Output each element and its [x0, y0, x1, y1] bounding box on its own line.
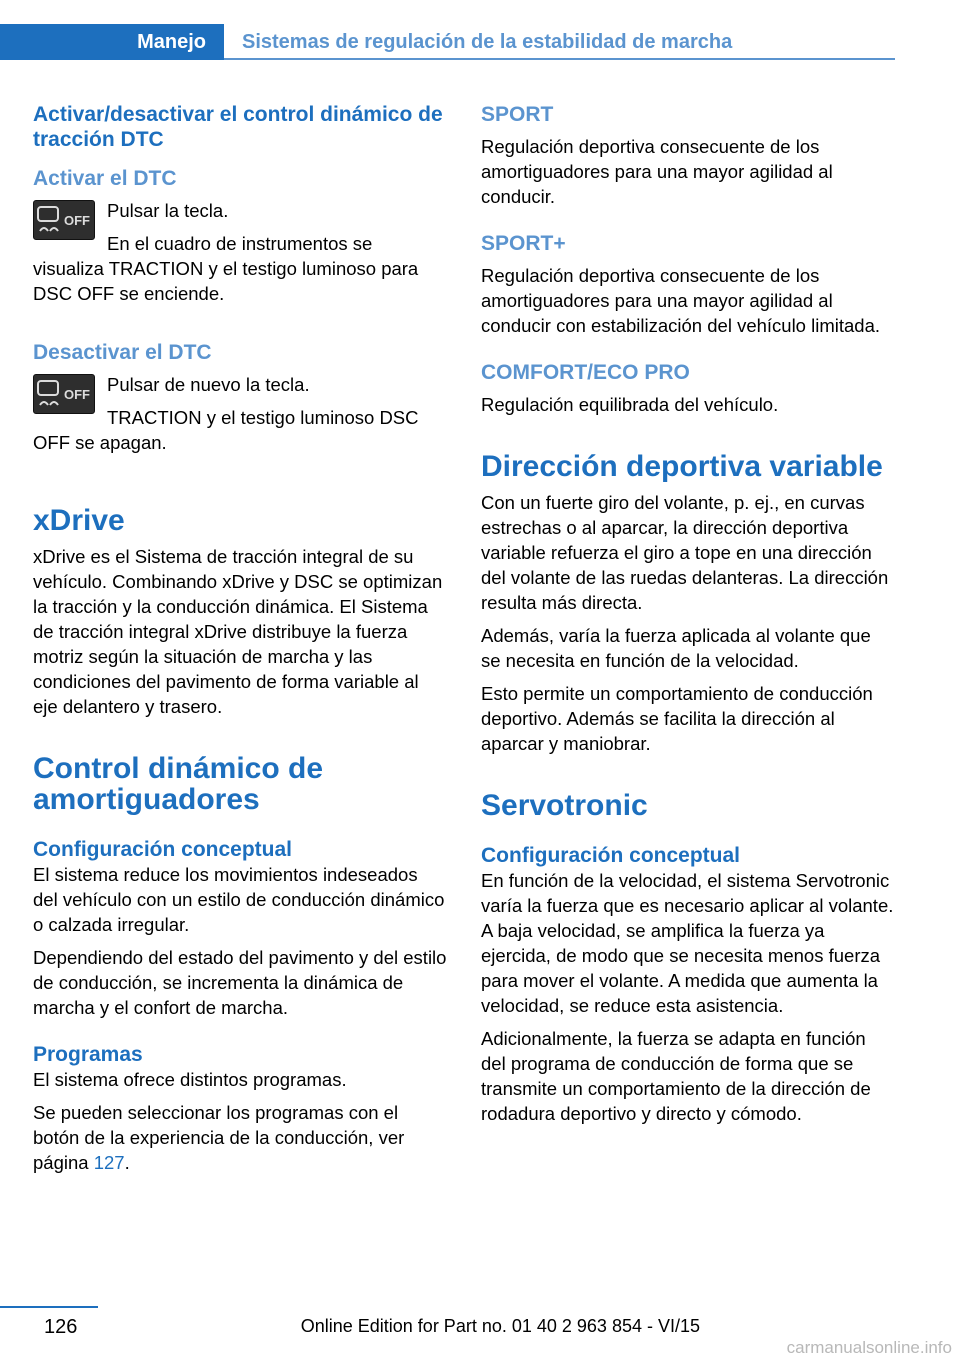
- programs-paragraph-2: [33, 1100, 447, 1175]
- programs-text: Se pueden seleccionar los programas con el botón de la experiencia de la conducción, ver página: [33, 1102, 405, 1173]
- page-header: [0, 24, 895, 60]
- footer-divider: [0, 1306, 98, 1308]
- deactivate-dtc-block: [33, 372, 447, 455]
- edition-text: Online Edition for Part no. 01 40 2 963 854 - VI/15: [300, 1316, 700, 1336]
- dtc-button-icon: [33, 200, 95, 240]
- sportplus-heading: SPORT+: [481, 232, 566, 255]
- header-divider: [224, 58, 895, 60]
- deactivate-step-1: Pulsar de nuevo la tecla.: [107, 374, 310, 395]
- xdrive-heading: xDrive: [33, 504, 125, 537]
- steering-paragraph-1: Con un fuerte giro del volante, p. ej., en curvas estrechas o al aparcar, la dirección deportiva variable refuerza el giro a tope en una dirección del volante de las ruedas delanteras. La dirección resulta más directa.: [481, 492, 889, 613]
- servotronic-paragraph-2: Adicionalmente, la fuerza se adapta en función del programa de conducción de forma que se transmite un comportamiento de la dirección de rodadura deportivo y directo y cómodo.: [481, 1028, 871, 1124]
- activate-dtc-heading: Activar el DTC: [33, 167, 177, 190]
- deactivate-dtc-heading: Desactivar el DTC: [33, 341, 212, 364]
- sport-heading: SPORT: [481, 103, 554, 126]
- watermark: carmanualsonline.info: [786, 1338, 952, 1357]
- steering-paragraph-2: Además, varía la fuerza aplicada al volante que se necesita en función de la velocidad.: [481, 625, 871, 671]
- off-label: OFF: [64, 213, 90, 228]
- damper-heading: Control dinámico de amortiguadores: [33, 752, 324, 816]
- off-label: OFF: [64, 387, 90, 402]
- concept-heading: Configuración conceptual: [33, 838, 293, 861]
- concept-paragraph-2: Dependiendo del estado del pavimento y del estilo de conducción, se incrementa la dinámica de marcha y el confort de marcha.: [33, 947, 447, 1018]
- dtc-heading: Activar/desactivar el control dinámico de tracción DTC: [33, 103, 443, 151]
- section-title[interactable]: Sistemas de regulación de la estabilidad de marcha: [242, 30, 733, 53]
- steering-heading: Dirección deportiva variable: [481, 450, 883, 483]
- comfort-paragraph: Regulación equilibrada del vehículo.: [481, 394, 779, 415]
- sport-paragraph: Regulación deportiva consecuente de los amortiguadores para una mayor agilidad al conducir.: [481, 136, 833, 207]
- comfort-heading: COMFORT/ECO PRO: [481, 361, 690, 384]
- programs-end: .: [124, 1152, 130, 1173]
- page-link[interactable]: 127: [93, 1152, 125, 1173]
- deactivate-step-2: TRACTION y el testigo luminoso DSC OFF se apagan.: [33, 407, 419, 453]
- xdrive-paragraph: xDrive es el Sistema de tracción integral de su vehículo. Combinando xDrive y DSC se optimizan la tracción y la conducción dinámica. El Sistema de tracción integral xDrive distribuye la fuerza motriz según la situación de marcha y las condiciones del pavimento de forma variable al eje delantero y trasero.: [33, 546, 443, 717]
- sportplus-paragraph: Regulación deportiva consecuente de los amortiguadores para una mayor agilidad al conducir con estabilización del vehículo limitada.: [481, 265, 880, 336]
- page-number: 126: [44, 1316, 78, 1338]
- chapter-tab[interactable]: Manejo: [0, 24, 224, 60]
- programs-paragraph-1: El sistema ofrece distintos programas.: [33, 1069, 347, 1090]
- servotronic-heading: Servotronic: [481, 789, 648, 822]
- programs-heading: Programas: [33, 1043, 143, 1066]
- activate-dtc-block: [33, 198, 447, 306]
- servotronic-concept-heading: Configuración conceptual: [481, 844, 741, 867]
- servotronic-paragraph-1: En función de la velocidad, el sistema Servotronic varía la fuerza que es necesario aplicar al volante. A baja velocidad, se amplifica la fuerza ya ejercida, de modo que se necesita menos fuerza para mover el volante. A medida que aumenta la velocidad, se reduce esta asistencia.: [481, 870, 894, 1016]
- concept-paragraph-1: El sistema reduce los movimientos indeseados del vehículo con un estilo de conducción dinámico o calzada irregular.: [33, 864, 445, 935]
- activate-step-1: Pulsar la tecla.: [107, 200, 229, 221]
- activate-step-2: En el cuadro de instrumentos se visualiza TRACTION y el testigo luminoso para DSC OFF se enciende.: [33, 233, 419, 304]
- left-column: [33, 102, 447, 1183]
- steering-paragraph-3: Esto permite un comportamiento de conducción deportivo. Además se facilita la dirección al aparcar y maniobrar.: [481, 683, 873, 754]
- dtc-button-icon: [33, 374, 95, 414]
- right-column: [481, 102, 895, 1134]
